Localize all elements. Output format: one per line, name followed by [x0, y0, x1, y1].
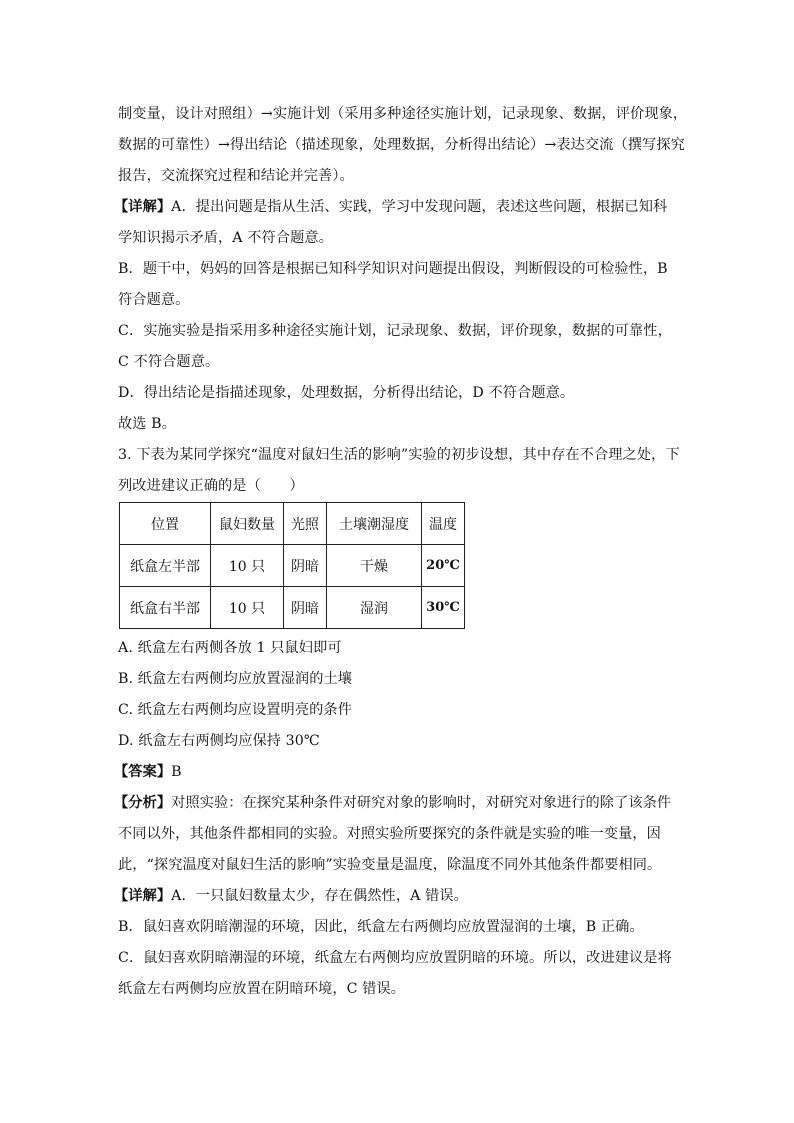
- table-cell: 20℃: [422, 545, 465, 587]
- table-cell: 阴暗: [284, 545, 327, 587]
- option-a: A. 纸盒左右两侧各放 1 只鼠妇即可: [118, 640, 342, 656]
- option-d: D. 纸盒左右两侧均应保持 30℃: [118, 733, 320, 749]
- table-cell: 10 只: [211, 545, 284, 587]
- option-c: C. 纸盒左右两侧均应设置明亮的条件: [118, 702, 352, 718]
- question-stem: 3. 下表为某同学探究“温度对鼠妇生活的影响”实验的初步设想，其中存在不合理之处，下: [118, 447, 680, 463]
- detail-line: C．鼠妇喜欢阴暗潮湿的环境，纸盒左右两侧均应放置阴暗的环境。所以，改进建议是将: [118, 950, 672, 966]
- paragraph-line: 数据的可靠性）→得出结论（描述现象，处理数据，分析得出结论）→表达交流（撰写探究: [118, 137, 685, 153]
- table-header-row: [120, 503, 465, 545]
- question-stem: 列改进建议正确的是（ ）: [118, 478, 304, 494]
- table-header-cell: 温度: [422, 503, 465, 545]
- table-cell: 30℃: [422, 587, 465, 629]
- analysis-line: 此，“探究温度对鼠妇生活的影响”实验变量是温度，除温度不同外其他条件都要相同。: [118, 857, 662, 873]
- detail-label: 【详解】: [114, 199, 172, 215]
- table-header-cell: 土壤潮湿度: [327, 503, 422, 545]
- analysis-label: 【分析】: [114, 795, 172, 811]
- option-b: B. 纸盒左右两侧均应放置湿润的土壤: [118, 671, 353, 687]
- detail-line: C．实施实验是指采用多种途径实施计划，记录现象、数据，评价现象，数据的可靠性，: [118, 323, 672, 339]
- paragraph-line: 制变量，设计对照组）→实施计划（采用多种途径实施计划，记录现象、数据，评价现象，: [118, 106, 688, 122]
- table-cell: 纸盒左半部: [120, 545, 211, 587]
- table-cell: 10 只: [211, 587, 284, 629]
- answer-value: B: [171, 764, 182, 780]
- detail-line: 故选 B。: [118, 416, 176, 432]
- answer-line: [114, 762, 182, 782]
- table-cell: 阴暗: [284, 587, 327, 629]
- detail-line: B．题干中，妈妈的回答是根据已知科学知识对问题提出假设，判断假设的可检验性，B: [118, 261, 668, 277]
- detail-label: 【详解】: [114, 888, 172, 904]
- detail-line: 纸盒左右两侧均应放置在阴暗环境，C 错误。: [118, 981, 406, 997]
- detail-line: 【详解】A．一只鼠妇数量太少，存在偶然性，A 错误。: [114, 888, 468, 904]
- table-cell: 干燥: [327, 545, 422, 587]
- detail-line: 学知识揭示矛盾，A 不符合题意。: [118, 230, 333, 246]
- detail-line: C 不符合题意。: [118, 354, 220, 370]
- table-header-cell: 光照: [284, 503, 327, 545]
- table-header-cell: 鼠妇数量: [211, 503, 284, 545]
- table-header-cell: 位置: [120, 503, 211, 545]
- table-cell: 纸盒右半部: [120, 587, 211, 629]
- analysis-line: 【分析】对照实验：在探究某种条件对研究对象的影响时，对研究对象进行的除了该条件: [114, 795, 672, 811]
- table-row: [120, 545, 465, 587]
- detail-line: D．得出结论是指描述现象，处理数据，分析得出结论，D 不符合题意。: [118, 385, 575, 401]
- detail-line: 符合题意。: [118, 292, 190, 308]
- paragraph-line: 报告，交流探究过程和结论并完善）。: [118, 168, 354, 184]
- table-row: [120, 587, 465, 629]
- table-cell: 湿润: [327, 587, 422, 629]
- analysis-line: 不同以外，其他条件都相同的实验。对照实验所要探究的条件就是实验的唯一变量，因: [118, 826, 661, 842]
- detail-line: 【详解】A．提出问题是指从生活、实践，学习中发现问题，表述这些问题，根据已知科: [114, 199, 668, 215]
- answer-label: 【答案】: [114, 764, 172, 780]
- experiment-table: [119, 502, 465, 629]
- detail-line: B．鼠妇喜欢阴暗潮湿的环境，因此，纸盒左右两侧均应放置湿润的土壤，B 正确。: [118, 919, 644, 935]
